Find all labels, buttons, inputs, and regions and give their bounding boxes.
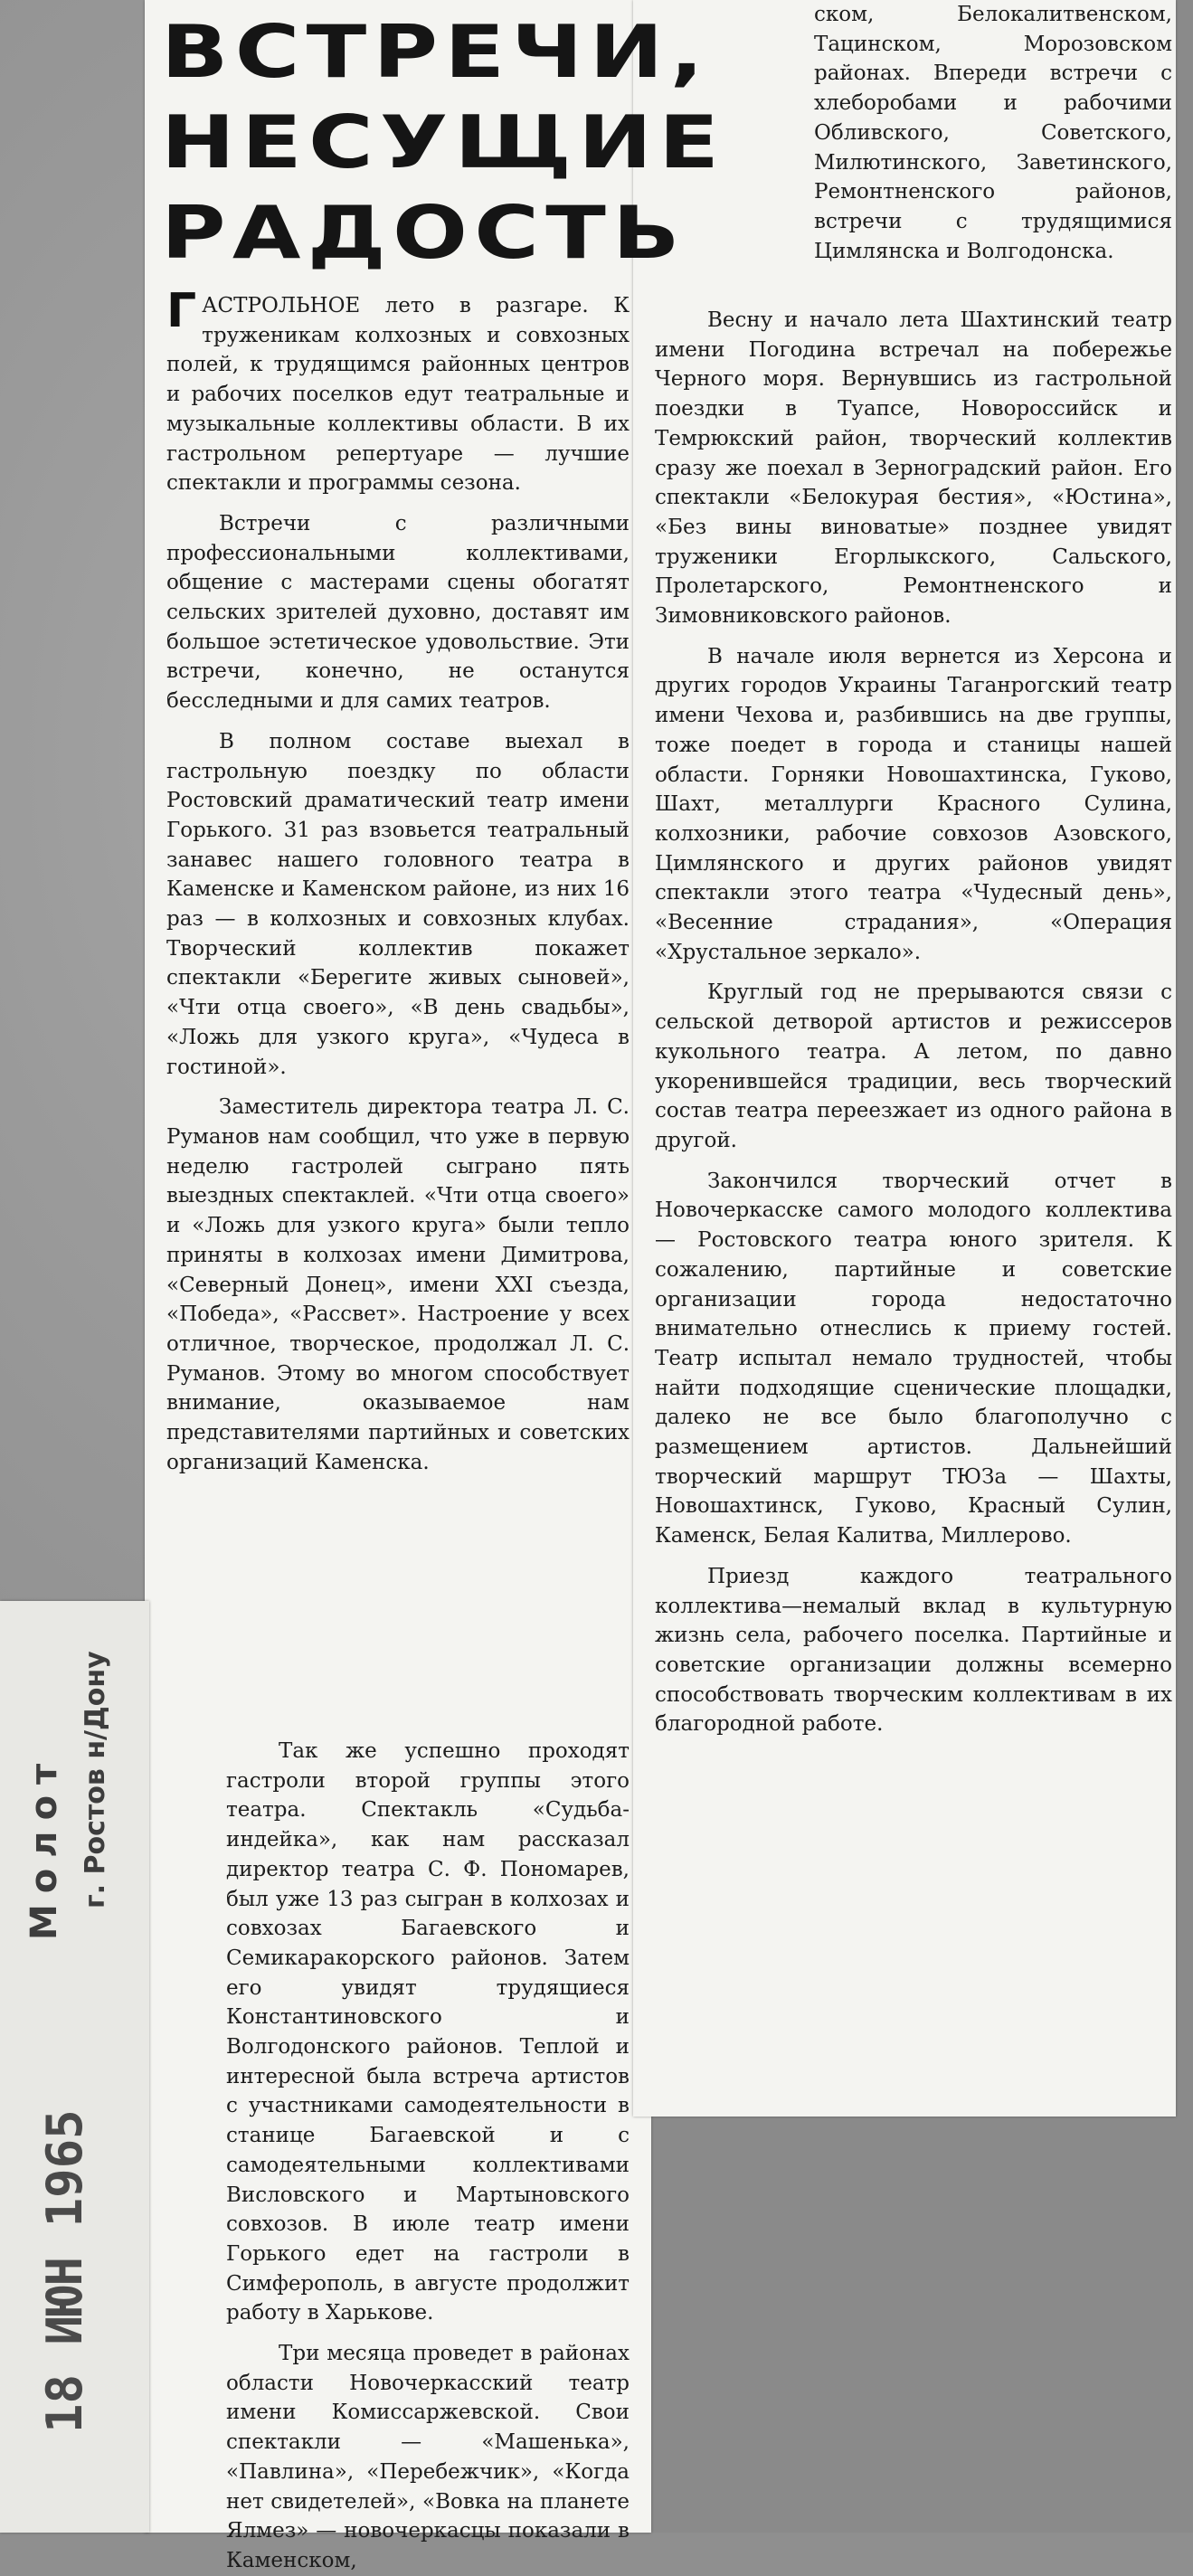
paragraph-5: Так же успешно проходят гастроли второй группы этого театра. Спектакль «Судьба-индейка», как нам рассказал директор театра С. Ф. Пономарев, был уже 13 раз сыгран в колхозах и совхозах Багаевского и Семикаракорского районов. Затем его увидят трудящиеся Константиновского и Волгодонского районов. Теплой и интересной была встреча артистов с участниками самодеятельности в станице Багаевской и с самодеятельными коллективами Висловского и Мартыновского совхозов. В июле театр имени Горького едет на гастроли в Симферополь, в августе продолжит работу в Харькове.: [226, 1739, 630, 2325]
paragraph-10: Закончился творческий отчет в Новочеркасске самого молодого коллектива — Ростовского театра юного зрителя. К сожалению, партийные и советские организации города недостаточно внимательно отнеслись к приему гостей. Театр испытал немало трудностей, чтобы найти подходящие сценические площадки, далеко не все было благополучно с размещением артистов. Дальнейший творческий маршрут ТЮЗа — Шахты, Новошахтинск, Гуково, Красный Сулин, Каменск, Белая Калитва, Миллерово.: [655, 1169, 1172, 1548]
paragraph-2: Встречи с различными профессиональными коллективами, общение с мастерами сцены обогатят сельских зрителей духовно, доставят им большое эстетическое удовольствие. Эти встречи, конечно, не останутся бесследными и для самих театров.: [166, 511, 630, 714]
paragraph-6-continued: ском, Белокалитвенском, Тацинском, Морозовском районах. Впереди встречи с хлеборобами и рабочими Обливского, Советского, Милютинского, Заветинского, Ремонтненского районов, встречи с трудящимися Цимлянска и Волгодонска.: [814, 3, 1172, 263]
paragraph-11: Приезд каждого театрального коллектива—немалый вклад в культурную жизнь села, рабочего поселка. Партийные и советские организации должны всемерно способствовать творческим коллективам в их благородной работе.: [655, 1564, 1172, 1737]
paragraph-4: Заместитель директора театра Л. С. Руманов нам сообщил, что уже в первую неделю гастролей сыграно пять выездных спектаклей. «Чти отца своего» и «Ложь для узкого круга» были тепло приняты в колхозах имени Димитрова, «Северный Донец», имени XXI съезда, «Победа», «Рассвет». Настроение у всех отличное, творческое, продолжал Л. С. Руманов. Этому во многом способствует внимание, оказываемое нам представителями партийных и советских организаций Каменска.: [166, 1095, 630, 1474]
paragraph-7: Весну и начало лета Шахтинский театр имени Погодина встречал на побережье Черного моря. Вернувшись из гастрольной поездки в Туапсе, Новороссийск и Темрюкский район, творческий коллектив сразу же поехал в Зерноградский район. Его спектакли «Белокурая бестия», «Юстина», «Без вины виноватые» позднее увидят труженики Егорлыкского, Сальского, Пролетарского, Ремонтненского и Зимовниковского районов.: [655, 308, 1172, 629]
article-column-right-top: [814, 0, 1172, 266]
paragraph-intro: [166, 284, 630, 498]
paragraph-8: В начале июля вернется из Херсона и других городов Украины Таганрогский театр имени Чехова и, разбившись на две группы, тоже поедет в города и станицы нашей области. Горняки Новошахтинска, Гуково, Шахт, металлурги Красного Сулина, колхозники, рабочие совхозов Азовского, Цимлянского и других районов увидят спектакли этого театра «Чудесный день», «Весенние страдания», «Операция «Хрустальное зеркало».: [655, 644, 1172, 964]
stamp-city: г. Ростов н/Дону: [80, 1651, 111, 1908]
article-headline: [161, 7, 746, 279]
stamp-date: 18 ИЮН 1965: [36, 2109, 93, 2433]
headline-line-1: ВСТРЕЧИ,: [161, 10, 710, 94]
stamp-newspaper-name: Молот: [24, 1752, 65, 1940]
paragraph-6: Три месяца проведет в районах области Новочеркасский театр имени Комиссаржевской. Свои спектакли — «Машенька», «Павлина», «Перебежчик», «Когда нет свидетелей», «Вовка на планете Ялмез» — новочеркасцы показали в Каменском,: [226, 2342, 630, 2572]
headline-line-2: НЕСУЩИЕ: [161, 100, 726, 185]
paragraph-3: В полном составе выехал в гастрольную поездку по области Ростовский драматический театр имени Горького. 31 раз взовьется театральный занавес нашего головного театра в Каменске и Каменском районе, из них 16 раз — в колхозных и совхозных клубах. Творческий коллектив покажет спектакли «Берегите живых сыновей», «Чти отца своего», «В день свадьбы», «Ложь для узкого круга», «Чудеса в гостиной».: [166, 729, 630, 1079]
intro-text: АСТРОЛЬНОЕ лето в разгаре. К труженикам колхозных и совхозных полей, к трудящимся районных центров и рабочих поселков едут театральные и музыкальные коллективы области. В их гастрольном репертуаре — лучшие спектакли и программы сезона.: [166, 294, 630, 496]
article-column-left-lower: [226, 1737, 630, 2576]
paragraph-9: Круглый год не прерываются связи с сельской детворой артистов и режиссеров кукольного театра. А летом, по давно укоренившейся традиции, весь творческий состав театра переезжает из одного района в другой.: [655, 980, 1172, 1152]
headline-line-3: РАДОСТЬ: [161, 191, 686, 275]
article-column-right: [655, 306, 1172, 1739]
drop-cap: Г: [166, 284, 197, 338]
article-column-left: [166, 284, 630, 1477]
